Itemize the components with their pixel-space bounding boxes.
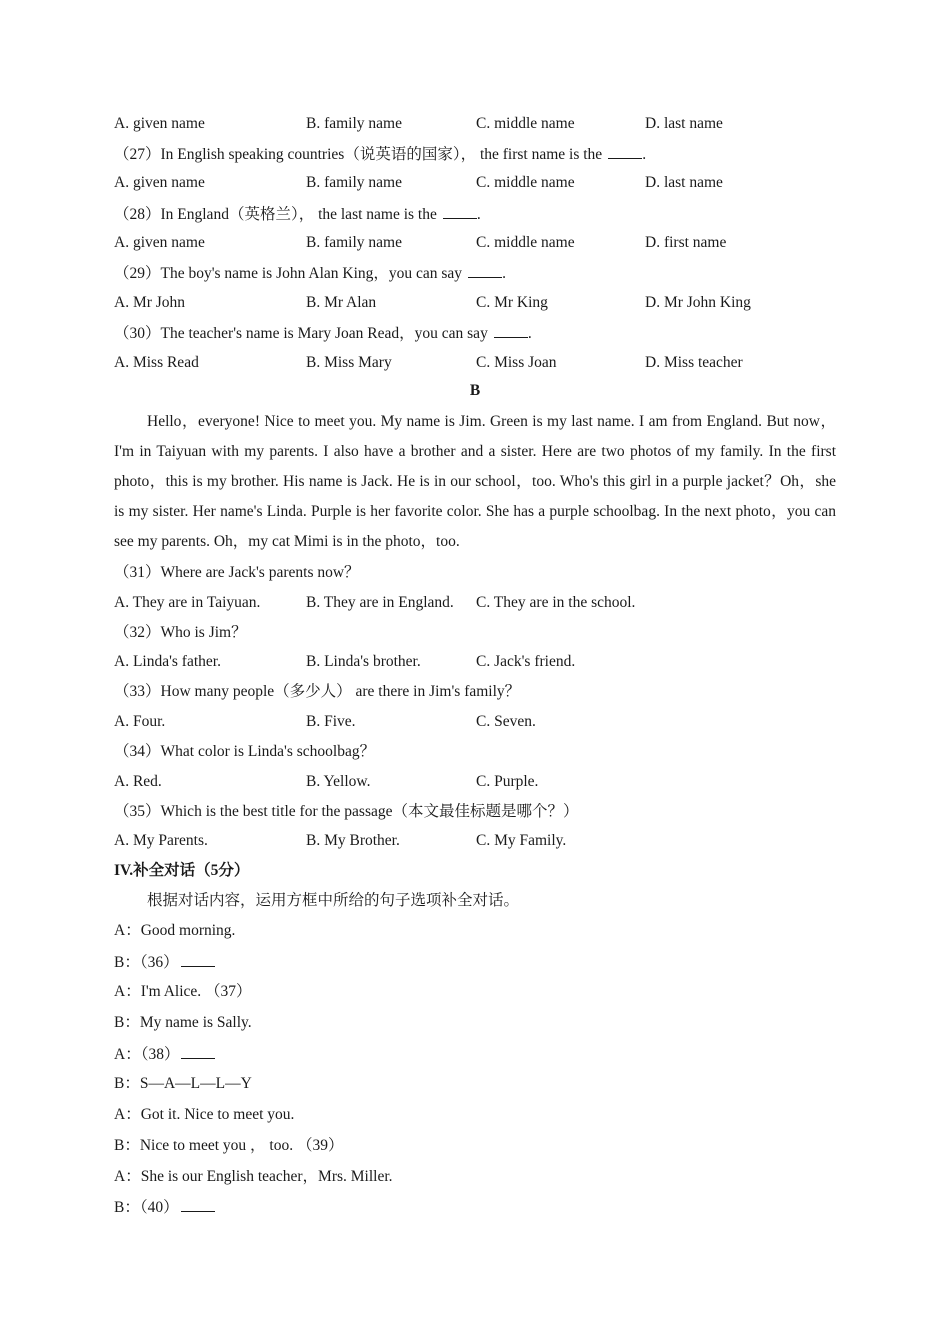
q26-option-a: A. given name <box>114 115 205 132</box>
dialogue-line-9: A：She is our English teacher，Mrs. Miller. <box>114 1168 393 1185</box>
dialogue-line-5: A：（38） <box>114 1044 215 1065</box>
q28-option-b: B. family name <box>306 234 402 251</box>
q30-option-b: B. Miss Mary <box>306 354 392 371</box>
q32-option-b: B. Linda's brother. <box>306 653 421 670</box>
answer-blank <box>443 204 477 219</box>
q30-option-d: D. Miss teacher <box>645 354 743 371</box>
q33-option-b: B. Five. <box>306 713 356 730</box>
q35-option-c: C. My Family. <box>476 832 567 849</box>
q28-option-c: C. middle name <box>476 234 575 251</box>
q33-option-a: A. Four. <box>114 713 166 730</box>
dialogue-line-6: B：S—A—L—L—Y <box>114 1075 252 1092</box>
q31-option-c: C. They are in the school. <box>476 594 636 611</box>
dialogue-line-8: B：Nice to meet you ， too. （39） <box>114 1137 344 1154</box>
question-29: （29）The boy's name is John Alan King，you can say . <box>114 265 506 282</box>
question-27: （27）In English speaking countries（说英语的国家）， the first name is the . <box>114 146 647 163</box>
question-30: （30）The teacher's name is Mary Joan Read，you can say . <box>114 325 532 342</box>
q35-option-a: A. My Parents. <box>114 832 208 849</box>
q32-option-c: C. Jack's friend. <box>476 653 576 670</box>
dialogue-line-2: B：（36） <box>114 952 215 973</box>
question-31: （31）Where are Jack's parents now？ <box>114 564 360 581</box>
answer-blank <box>608 144 642 159</box>
q27-option-a: A. given name <box>114 174 205 191</box>
q32-option-a: A. Linda's father. <box>114 653 221 670</box>
q27-option-b: B. family name <box>306 174 402 191</box>
q33-option-c: C. Seven. <box>476 713 536 730</box>
q29-option-b: B. Mr Alan <box>306 294 377 311</box>
q34-option-b: B. Yellow. <box>306 773 371 790</box>
section-iv-instruction: 根据对话内容，运用方框中所给的句子选项补全对话。 <box>147 892 520 909</box>
dialogue-line-7: A：Got it. Nice to meet you. <box>114 1106 295 1123</box>
answer-blank <box>181 952 215 967</box>
dialogue-line-10: B：（40） <box>114 1197 215 1218</box>
q26-option-d: D. last name <box>645 115 723 132</box>
q28-option-d: D. first name <box>645 234 727 251</box>
dialogue-line-1: A：Good morning. <box>114 922 236 939</box>
question-33: （33）How many people（多少人） are there in Jim's family？ <box>114 683 521 700</box>
section-iv-title: IV.补全对话（5分） <box>114 862 250 879</box>
q26-option-b: B. family name <box>306 115 402 132</box>
section-b-passage: Hello，everyone! Nice to meet you. My name is Jim. Green is my last name. I am from England. But now，I'm in Taiyuan with my parents. I also have a brother and a sister. Here are two photos of my family. In the first photo，this is my brother. His name is Jack. He is in our school，too. Who's this girl in a purple jacket？Oh，she is my sister. Her name's Linda. Purple is her favorite color. She has a purple schoolbag. In the next photo，you can see my parents. Oh，my cat Mimi is in the photo，too. <box>114 413 836 550</box>
q27-option-c: C. middle name <box>476 174 575 191</box>
q26-option-c: C. middle name <box>476 115 575 132</box>
q31-option-a: A. They are in Taiyuan. <box>114 594 261 611</box>
q30-option-a: A. Miss Read <box>114 354 199 371</box>
answer-blank <box>181 1197 215 1212</box>
question-35: （35）Which is the best title for the passage（本文最佳标题是哪个？） <box>114 803 579 820</box>
answer-blank <box>494 323 528 338</box>
q29-option-c: C. Mr King <box>476 294 548 311</box>
answer-blank <box>468 263 502 278</box>
q34-option-a: A. Red. <box>114 773 162 790</box>
question-32: （32）Who is Jim？ <box>114 624 247 641</box>
q34-option-c: C. Purple. <box>476 773 539 790</box>
q27-option-d: D. last name <box>645 174 723 191</box>
q29-option-d: D. Mr John King <box>645 294 751 311</box>
section-b-heading: B <box>469 382 481 399</box>
dialogue-line-4: B：My name is Sally. <box>114 1014 252 1031</box>
dialogue-line-3: A：I'm Alice. （37） <box>114 983 252 1000</box>
question-28: （28）In England（英格兰）， the last name is the . <box>114 206 481 223</box>
q35-option-b: B. My Brother. <box>306 832 400 849</box>
q29-option-a: A. Mr John <box>114 294 186 311</box>
q28-option-a: A. given name <box>114 234 205 251</box>
question-34: （34）What color is Linda's schoolbag？ <box>114 743 376 760</box>
q30-option-c: C. Miss Joan <box>476 354 557 371</box>
q31-option-b: B. They are in England. <box>306 594 454 611</box>
answer-blank <box>181 1044 215 1059</box>
